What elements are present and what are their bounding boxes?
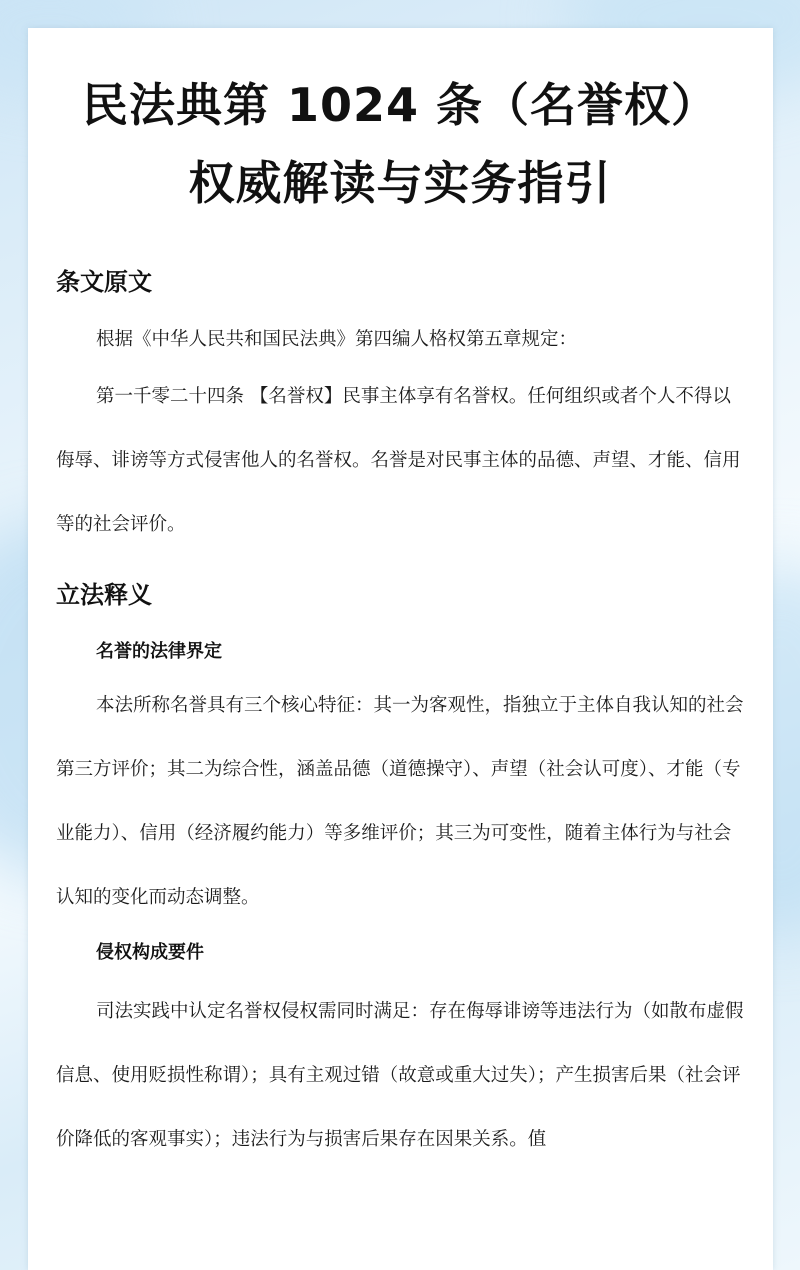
subheading-definition-of-reputation: 名誉的法律界定 <box>96 641 222 662</box>
infringement-elements-paragraph: 司法实践中认定名誉权侵权需同时满足：存在侮辱诽谤等违法行为（如散布虚假信息、使用贬损性称谓）；具有主观过错（故意或重大过失）；产生损害后果（社会评价降低的客观事实）；违法行为与损害后果存在因果关系。值 <box>56 1001 744 1150</box>
section-heading-article-text: 条文原文 <box>56 268 152 296</box>
subheading-infringement-elements: 侵权构成要件 <box>96 942 204 963</box>
document-title-line-2: 权威解读与实务指引 <box>188 156 612 210</box>
article-text-paragraph: 第一千零二十四条 【名誉权】民事主体享有名誉权。任何组织或者个人不得以侮辱、诽谤等方式侵害他人的名誉权。名誉是对民事主体的品德、声望、才能、信用等的社会评价。 <box>56 386 741 535</box>
definition-paragraph: 本法所称名誉具有三个核心特征：其一为客观性，指独立于主体自我认知的社会第三方评价；其二为综合性，涵盖品德（道德操守）、声望（社会认可度）、才能（专业能力）、信用（经济履约能力）等多维评价；其三为可变性，随着主体行为与社会认知的变化而动态调整。 <box>56 695 744 908</box>
document-title-line-1: 民法典第 1024 条（名誉权） <box>81 78 719 132</box>
section-heading-legislative-interpretation: 立法释义 <box>56 581 152 609</box>
article-intro-paragraph: 根据《中华人民共和国民法典》第四编人格权第五章规定： <box>96 329 578 350</box>
